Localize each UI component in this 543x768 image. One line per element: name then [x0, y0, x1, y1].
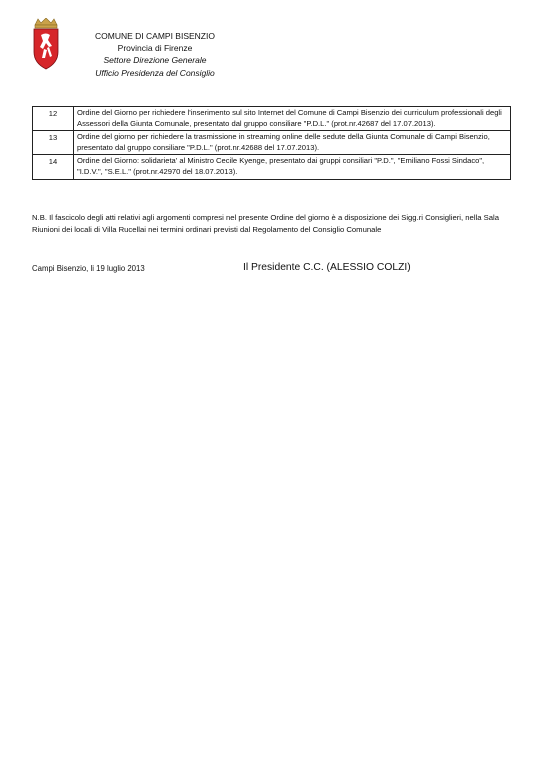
department-name: Settore Direzione Generale [103, 55, 207, 66]
item-description: Ordine del Giorno per richiedere l'inserimento sul sito Internet del Comune di Campi Bisenzio dei curriculum professionali degli Assessori della Giunta Comunale, presentato dal gruppo consiliare "P.D.L." (prot.nr.42687 del 17.07.2013). [74, 107, 511, 131]
item-description: Ordine del giorno per richiedere la trasmissione in streaming online delle sedute della Giunta Comunale di Campi Bisenzio, presentato dal gruppo consiliare "P.D.L." (prot.nr.42688 del 17.07.2013). [74, 131, 511, 155]
item-number: 12 [33, 107, 74, 131]
table-row [33, 131, 511, 155]
agenda-table [32, 106, 511, 180]
item-number: 14 [33, 155, 74, 179]
letterhead [30, 18, 330, 88]
office-name: Ufficio Presidenza del Consiglio [95, 67, 215, 78]
item-description: Ordine del Giorno: solidarieta' al Ministro Cecile Kyenge, presentato dai gruppi consiliari "P.D.", "Emiliano Fossi Sindaco", "I.D.V.", "S.E.L." (prot.nr.42970 del 18.07.2013). [74, 155, 511, 179]
letterhead-text [70, 30, 240, 79]
item-number: 13 [33, 131, 74, 155]
place-date: Campi Bisenzio, li 19 luglio 2013 [32, 264, 145, 273]
municipal-crest-icon [30, 18, 62, 70]
table-row [33, 155, 511, 179]
table-row [33, 107, 511, 131]
province-name: Provincia di Firenze [117, 43, 193, 54]
municipality-name: COMUNE DI CAMPI BISENZIO [95, 31, 215, 41]
president-signature-line: Il Presidente C.C. (ALESSIO COLZI) [243, 262, 411, 273]
nb-note: N.B. Il fascicolo degli atti relativi agli argomenti compresi nel presente Ordine del giorno è a disposizione dei Sigg.ri Consiglieri, nella Sala Riunioni dei locali di Villa Rucellai nei termini ordinari previsti dal Regolamento del Consiglio Comunale [32, 213, 500, 235]
